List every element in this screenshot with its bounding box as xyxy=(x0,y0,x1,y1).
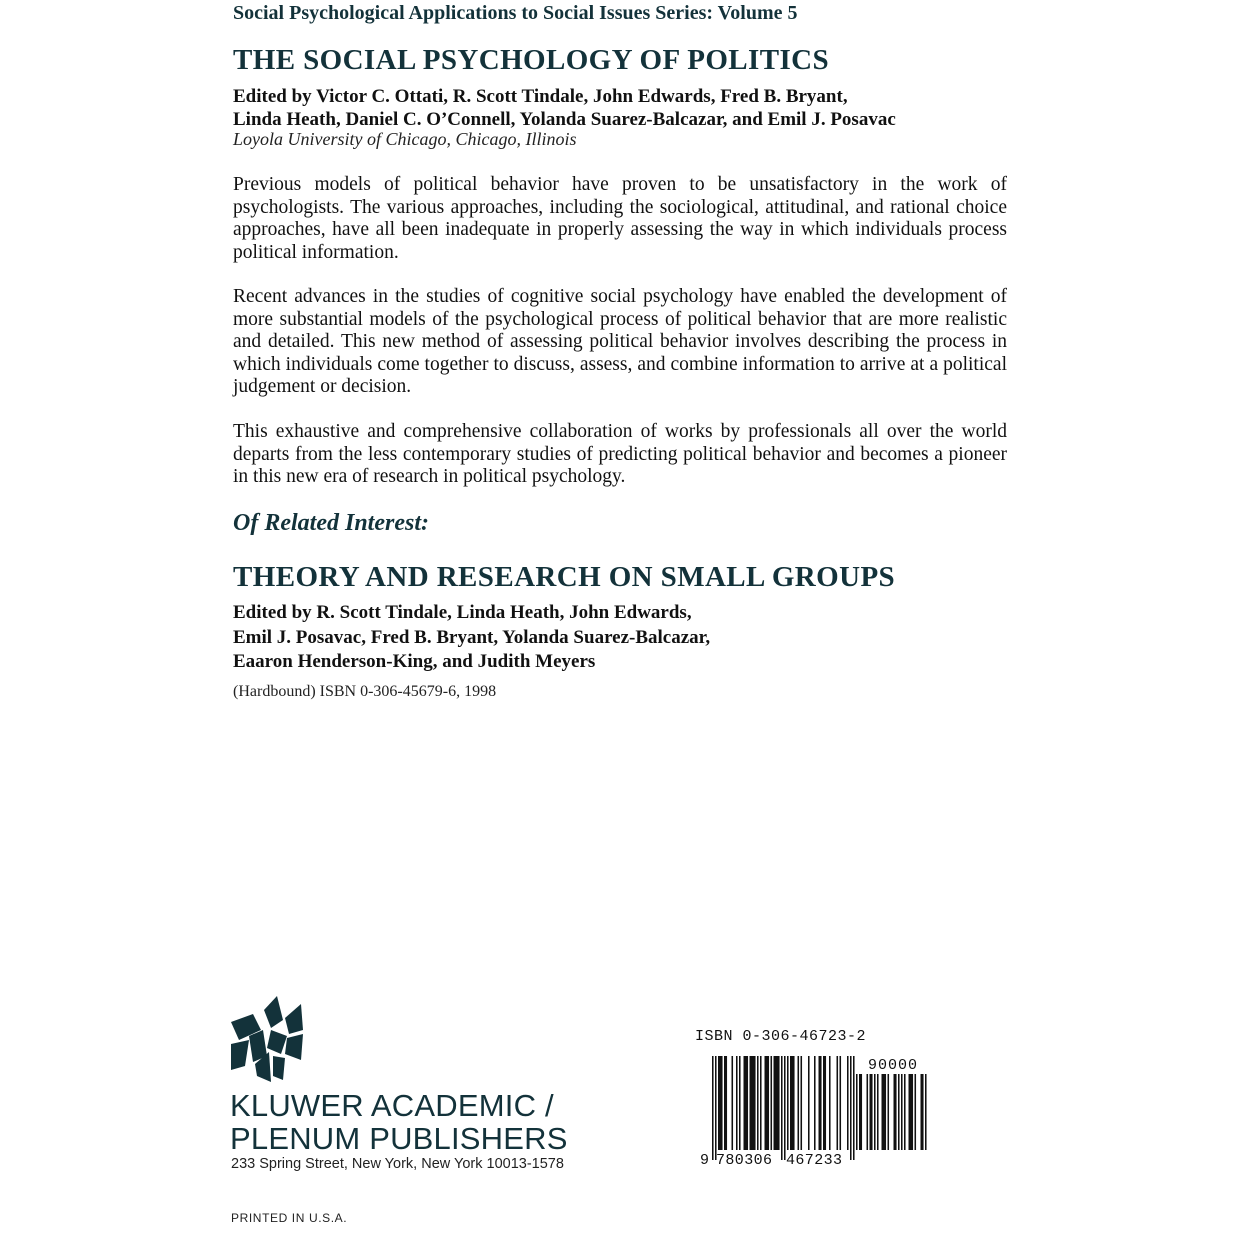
barcode-bar xyxy=(739,1056,741,1150)
barcode-bar xyxy=(747,1056,749,1150)
barcode-bar xyxy=(904,1074,906,1150)
barcode-bar xyxy=(793,1056,795,1150)
barcode-bar xyxy=(867,1074,869,1150)
publisher-name-line: KLUWER ACADEMIC / xyxy=(230,1088,554,1123)
ean-left-digits: 780306 xyxy=(716,1152,773,1169)
editors-line: Eaaron Henderson-King, and Judith Meyers xyxy=(233,651,596,672)
barcode-bar xyxy=(820,1056,822,1150)
barcode-bar xyxy=(882,1074,884,1150)
barcode-bar xyxy=(784,1056,786,1160)
series-title: Social Psychological Applications to Social Issues Series: Volume 5 xyxy=(233,2,798,24)
barcode-bar xyxy=(894,1074,896,1150)
printed-in: PRINTED IN U.S.A. xyxy=(231,1211,348,1225)
kluwer-leaf-logo-icon xyxy=(231,996,303,1082)
barcode-bar xyxy=(801,1056,803,1150)
barcode-bar xyxy=(910,1074,912,1150)
barcode-bar xyxy=(771,1056,773,1150)
editors-line: Edited by Victor C. Ottati, R. Scott Tindale, John Edwards, Fred B. Bryant, xyxy=(233,86,848,107)
barcode-bar xyxy=(760,1056,762,1150)
barcode-bar xyxy=(712,1056,714,1160)
publisher-name-line: PLENUM PUBLISHERS xyxy=(230,1121,568,1156)
isbn-label: ISBN 0-306-46723-2 xyxy=(695,1028,867,1045)
barcode-bar xyxy=(877,1074,879,1150)
ean-right-digits: 467233 xyxy=(786,1152,843,1169)
related-interest-heading: Of Related Interest: xyxy=(233,510,429,536)
barcode-bar xyxy=(808,1056,810,1150)
book-editors xyxy=(233,85,896,131)
barcode-bar xyxy=(870,1074,872,1150)
barcode-bar xyxy=(781,1056,783,1160)
barcode-bar xyxy=(768,1056,770,1150)
publisher-name xyxy=(230,1089,568,1155)
barcode-bar xyxy=(754,1056,756,1150)
barcode-bar xyxy=(895,1074,897,1150)
barcode-bar xyxy=(823,1056,825,1150)
barcode-bar xyxy=(775,1056,777,1150)
barcode-bar xyxy=(790,1056,792,1150)
barcode-bar xyxy=(885,1074,887,1150)
barcode-bar xyxy=(745,1056,747,1150)
editors-line: Emil J. Posavac, Fred B. Bryant, Yolanda Suarez-Balcazar, xyxy=(233,626,711,648)
barcode-bar xyxy=(859,1074,861,1150)
description-paragraph-1: Previous models of political behavior have proven to be unsatisfactory in the work of psychologists. The various approaches, including the sociological, attitudinal, and rational choice approaches, have all been inadequate in properly assessing the way in which individuals process political information. xyxy=(233,174,1007,263)
barcode-bar xyxy=(837,1056,839,1150)
barcode-bar xyxy=(915,1074,917,1150)
publisher-address: 233 Spring Street, New York, New York 10013-1578 xyxy=(231,1156,564,1172)
barcode-bar xyxy=(766,1056,768,1150)
barcode-bar xyxy=(777,1056,779,1150)
ean-barcode-bars xyxy=(712,1056,855,1160)
ean-first-digit: 9 xyxy=(700,1152,710,1169)
barcode-bar xyxy=(901,1074,903,1150)
addon-digits: 90000 xyxy=(868,1057,919,1074)
barcode-bar xyxy=(856,1074,858,1150)
barcode-bar xyxy=(853,1056,855,1160)
barcode-bar xyxy=(757,1056,759,1150)
barcode-bar xyxy=(814,1056,816,1150)
barcode-bar xyxy=(787,1056,789,1150)
book-title: THE SOCIAL PSYCHOLOGY OF POLITICS xyxy=(233,44,830,76)
barcode-bar xyxy=(736,1056,738,1150)
barcode-bar xyxy=(888,1074,890,1150)
isbn-barcode xyxy=(700,1052,935,1170)
related-book-isbn: (Hardbound) ISBN 0-306-45679-6, 1998 xyxy=(233,683,497,700)
barcode-bar xyxy=(778,1056,780,1150)
barcode-bar xyxy=(774,1056,776,1150)
addon-barcode-bars xyxy=(856,1074,927,1150)
editors-line: Edited by R. Scott Tindale, Linda Heath, John Edwards, xyxy=(233,602,692,623)
barcode-bar xyxy=(850,1056,852,1160)
barcode-bar xyxy=(720,1056,722,1150)
barcode-bar xyxy=(925,1074,927,1150)
barcode-bar xyxy=(847,1056,849,1150)
barcode-bar xyxy=(765,1056,767,1150)
barcode-bar xyxy=(715,1056,717,1160)
barcode-bar xyxy=(753,1056,755,1150)
barcode-bar xyxy=(861,1074,863,1150)
barcode-bar xyxy=(909,1074,911,1150)
barcode-bar xyxy=(819,1056,821,1150)
barcode-bar xyxy=(750,1056,752,1150)
barcode-bar xyxy=(792,1056,794,1150)
barcode-bar xyxy=(883,1074,885,1150)
barcode-bar xyxy=(724,1056,726,1150)
description-paragraph-3: This exhaustive and comprehensive collaboration of works by professionals all over the world departs from the less contemporary studies of predicting political behavior and becomes a pioneer in this new era of research in political psychology. xyxy=(233,421,1007,488)
barcode-bar xyxy=(840,1056,842,1150)
barcode-bar xyxy=(874,1074,876,1150)
barcode-bar xyxy=(825,1056,827,1150)
barcode-bar xyxy=(726,1056,728,1150)
editors-line: Linda Heath, Daniel C. O’Connell, Yolanda Suarez-Balcazar, and Emil J. Posavac xyxy=(233,109,896,130)
barcode-bar xyxy=(922,1074,924,1150)
barcode-bar xyxy=(751,1056,753,1150)
barcode-bar xyxy=(871,1074,873,1150)
related-book-title: THEORY AND RESEARCH ON SMALL GROUPS xyxy=(233,561,896,593)
barcode-bar xyxy=(732,1056,734,1150)
affiliation: Loyola University of Chicago, Chicago, Illinois xyxy=(233,129,577,149)
barcode-bar xyxy=(921,1074,923,1150)
barcode-bar xyxy=(798,1056,800,1150)
barcode-bar xyxy=(721,1056,723,1150)
barcode-bar xyxy=(718,1056,720,1150)
related-book-editors xyxy=(233,601,710,675)
barcode-bar xyxy=(898,1074,900,1150)
barcode-bar xyxy=(912,1074,914,1150)
barcode-bar xyxy=(829,1056,831,1150)
description-paragraph-2: Recent advances in the studies of cognitive social psychology have enabled the development of more substantial models of the psychological process of political behavior that are more realistic and detailed. This new method of assessing political behavior involves describing the process in which individuals come together to discuss, assess, and combine information to arrive at a political judgement or decision. xyxy=(233,286,1007,398)
barcode-bar xyxy=(744,1056,746,1150)
